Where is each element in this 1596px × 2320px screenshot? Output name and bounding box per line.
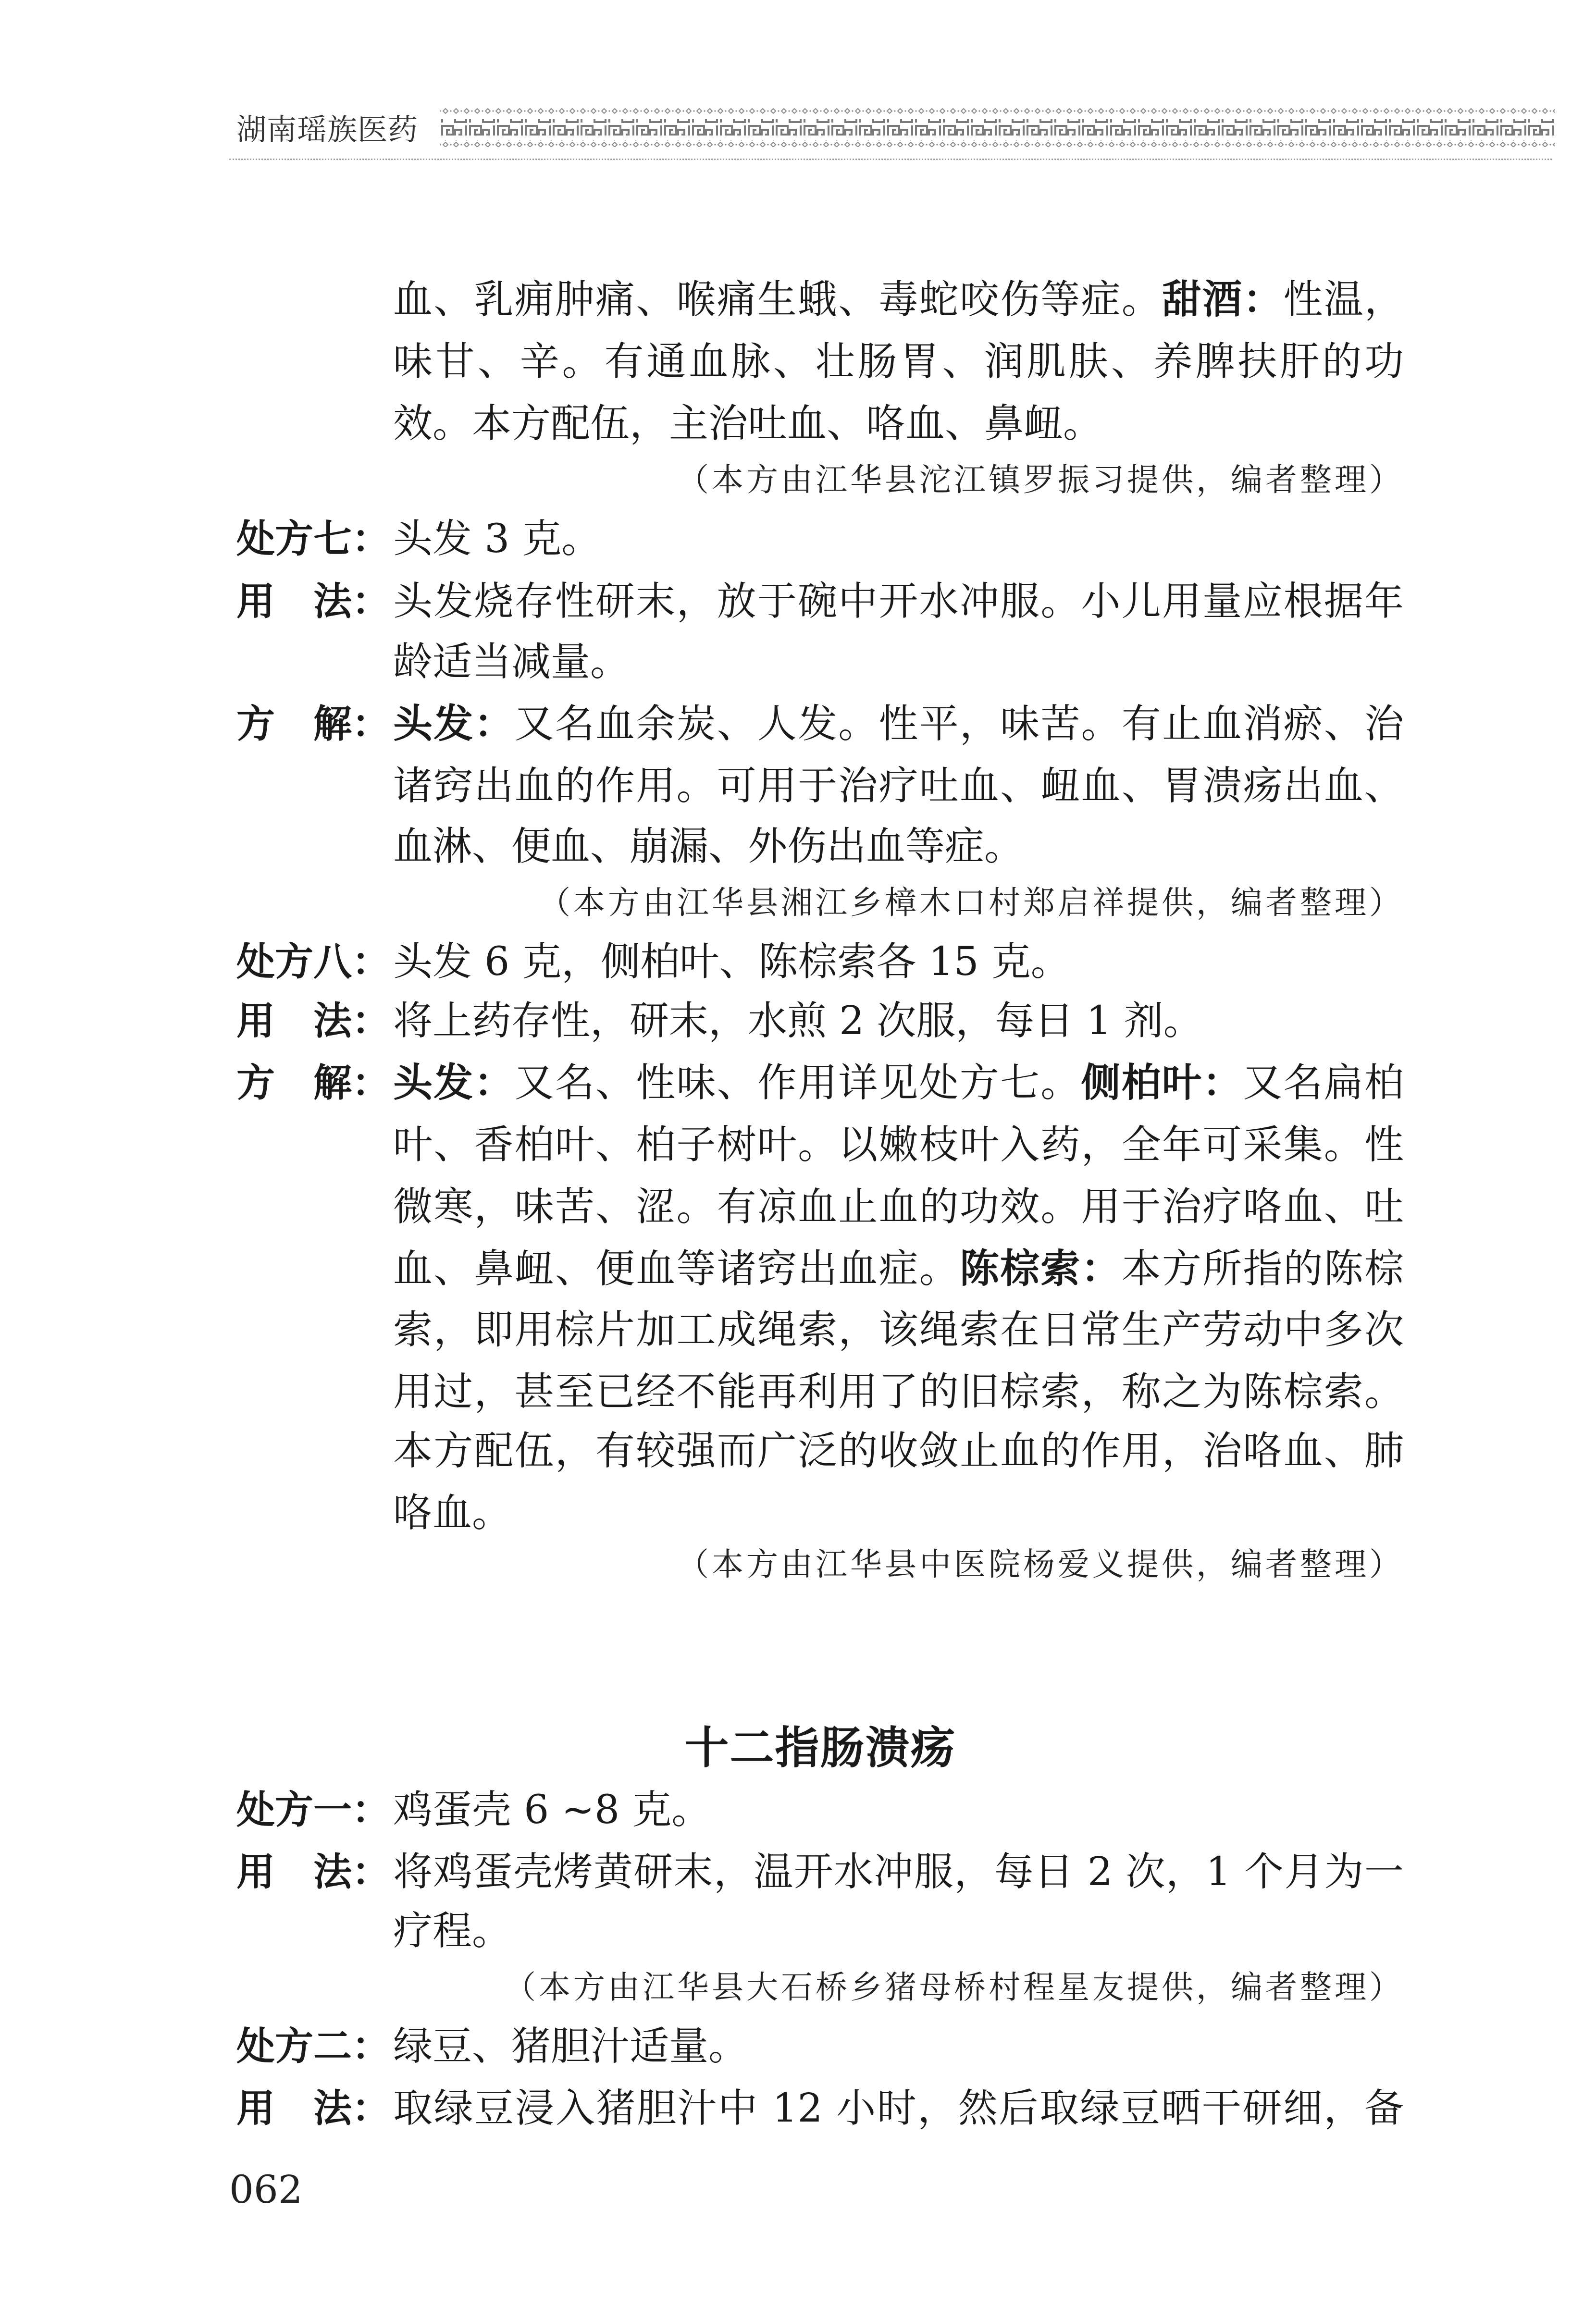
body-text: 血、鼻衄、便血等诸窍出血症。 — [393, 1246, 960, 1292]
prescription-8-analysis-line-6 — [0, 1368, 1596, 1416]
prescription-7-analysis-line-3 — [0, 823, 1596, 871]
usage-label: 用 法： — [236, 1850, 390, 1894]
continued-entry-line-3 — [0, 400, 1596, 448]
analysis-line: 微寒，味苦、涩。有凉血止血的功效。用于治疗咯血、吐 — [393, 1184, 1404, 1230]
attribution: （本方由江华县大石桥乡猪母桥村程星友提供，编者整理） — [504, 1969, 1404, 2006]
herb-term-hair: 头发： — [393, 701, 515, 747]
analysis-line — [393, 1245, 1404, 1293]
analysis-line: 诸窍出血的作用。可用于治疗吐血、衄血、胃溃疡出血、 — [393, 763, 1404, 809]
prescription-7-analysis-line-2 — [0, 762, 1596, 810]
section-prescription-1-ingredients-row — [0, 1786, 1596, 1834]
prescription-7-usage-row — [0, 578, 1596, 626]
analysis-line: 本方配伍，有较强而广泛的收敛止血的作用，治咯血、肺 — [393, 1428, 1404, 1474]
body-text: 血、乳痈肿痛、喉痛生蛾、毒蛇咬伤等症。 — [393, 277, 1162, 322]
running-header-title: 湖南瑶族医药 — [236, 112, 419, 147]
ornament-top-border — [440, 108, 1555, 114]
prescription-7-ingredients-row — [0, 515, 1596, 563]
analysis-line: 用过，甚至已经不能再利用了的旧棕索，称之为陈棕索。 — [393, 1369, 1404, 1415]
herb-term-old-palm-rope: 陈棕索： — [959, 1246, 1122, 1292]
usage-text: 将鸡蛋壳烤黄研末，温开水冲服，每日 2 次，1 个月为一 — [393, 1849, 1404, 1895]
section-prescription-1-usage-line-2 — [0, 1907, 1596, 1955]
body-text: 又名、性味、作用详见处方七。 — [514, 1060, 1081, 1106]
analysis-line: 咯血。 — [393, 1490, 512, 1536]
prescription-label: 处方二： — [236, 2024, 390, 2069]
prescription-8-ingredients-row — [0, 938, 1596, 986]
prescription-8-analysis-row — [0, 1059, 1596, 1107]
continued-entry-line-2 — [0, 338, 1596, 386]
analysis-label: 方 解： — [236, 1061, 390, 1105]
herb-term-hair: 头发： — [393, 1060, 515, 1106]
attribution: （本方由江华县沱江镇罗振习提供，编者整理） — [677, 461, 1404, 498]
ornament-bottom-border — [440, 140, 1555, 147]
prescription-label: 处方七： — [236, 517, 390, 561]
prescription-8-analysis-line-5 — [0, 1306, 1596, 1354]
ingredients-text: 绿豆、猪胆汁适量。 — [393, 2024, 748, 2069]
prescription-label: 处方一： — [236, 1788, 390, 1832]
analysis-line: 索，即用棕片加工成绳索，该绳索在日常生产劳动中多次 — [393, 1307, 1404, 1353]
usage-label: 用 法： — [236, 2086, 390, 2131]
header-ornament-band — [440, 108, 1555, 147]
section-prescription-2-ingredients-row — [0, 2023, 1596, 2071]
usage-text: 将上药存性，研末，水煎 2 次服，每日 1 剂。 — [393, 998, 1203, 1044]
analysis-label: 方 解： — [236, 702, 390, 746]
herb-term-sweet-wine: 甜酒： — [1162, 277, 1284, 322]
usage-text: 头发烧存性研末，放于碗中开水冲服。小儿用量应根据年 — [393, 579, 1404, 624]
header-rule — [229, 159, 1552, 160]
usage-label: 用 法： — [236, 999, 390, 1043]
prescription-label: 处方八： — [236, 939, 390, 984]
body-text: 又名血余炭、人发。性平，味苦。有止血消瘀、治 — [514, 701, 1404, 747]
herb-term-platycladus: 侧柏叶： — [1081, 1060, 1243, 1106]
continued-entry-line-1 — [0, 276, 1596, 324]
ingredients-text: 头发 6 克，侧柏叶、陈棕索各 15 克。 — [393, 939, 1070, 985]
body-line: 效。本方配伍，主治吐血、咯血、鼻衄。 — [393, 401, 1103, 446]
prescription-7-analysis-row — [0, 700, 1596, 748]
usage-text: 疗程。 — [393, 1908, 512, 1954]
attribution: （本方由江华县中医院杨爱义提供，编者整理） — [677, 1546, 1404, 1583]
ingredients-text: 鸡蛋壳 6 ~8 克。 — [393, 1787, 711, 1833]
prescription-8-analysis-line-8 — [0, 1489, 1596, 1537]
body-line: 味甘、辛。有通血脉、壮肠胃、润肌肤、养脾扶肝的功 — [393, 339, 1404, 384]
ingredients-text: 头发 3 克。 — [393, 516, 601, 562]
prescription-8-analysis-line-4 — [0, 1245, 1596, 1293]
section-title: 十二指肠溃疡 — [684, 1722, 956, 1774]
body-line — [393, 276, 1404, 324]
body-text: 又名扁柏 — [1243, 1060, 1404, 1106]
analysis-line — [393, 700, 1404, 748]
analysis-line: 叶、香柏叶、柏子树叶。以嫩枝叶入药，全年可采集。性 — [393, 1122, 1404, 1168]
prescription-8-analysis-line-7 — [0, 1427, 1596, 1475]
usage-text: 龄适当减量。 — [393, 639, 630, 685]
section-prescription-2-usage-row — [0, 2085, 1596, 2133]
prescription-8-analysis-line-3 — [0, 1183, 1596, 1231]
section-prescription-1-usage-row — [0, 1848, 1596, 1896]
analysis-line — [393, 1059, 1404, 1107]
prescription-8-analysis-line-2 — [0, 1121, 1596, 1169]
prescription-8-usage-row — [0, 997, 1596, 1045]
usage-text: 取绿豆浸入猪胆汁中 12 小时，然后取绿豆晒干研细，备 — [393, 2086, 1404, 2131]
page-number: 062 — [229, 2167, 303, 2212]
ornament-fret-row — [440, 119, 1555, 136]
body-text: 性温， — [1283, 277, 1404, 322]
body-text: 本方所指的陈棕 — [1121, 1246, 1404, 1292]
usage-label: 用 法： — [236, 579, 390, 624]
prescription-7-usage-line-2 — [0, 638, 1596, 686]
attribution: （本方由江华县湘江乡樟木口村郑启祥提供，编者整理） — [539, 884, 1404, 921]
analysis-line: 血淋、便血、崩漏、外伤出血等症。 — [393, 824, 1024, 869]
